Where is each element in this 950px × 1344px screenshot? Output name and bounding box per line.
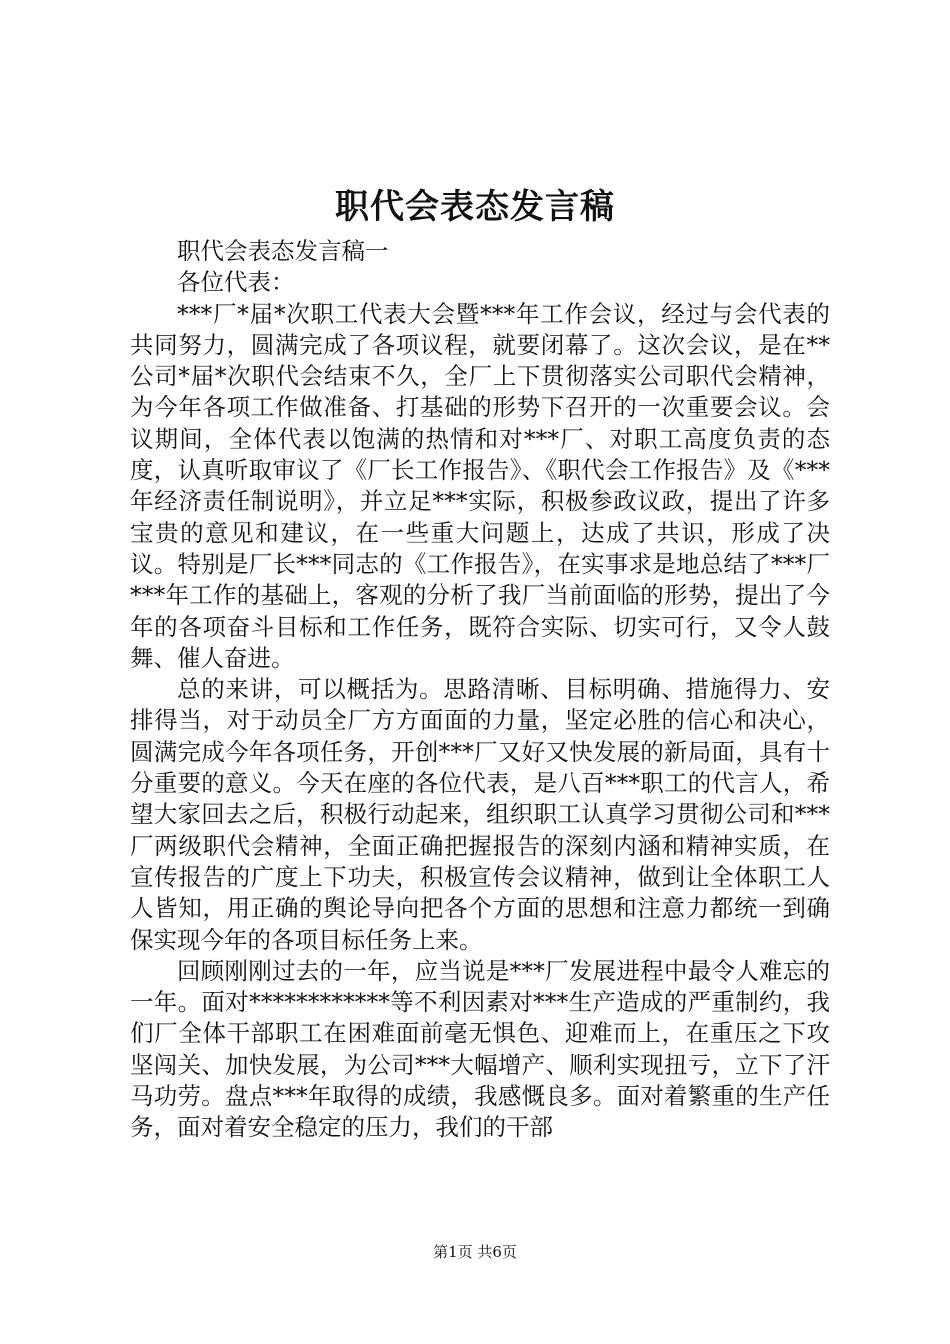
body-paragraph: 总的来讲，可以概括为。思路清晰、目标明确、措施得力、安排得当，对于动员全厂方方面面的力量，坚定必胜的信心和决心，圆满完成今年各项任务，开创***厂又好又快发展的新局面，具有十分重要的意义。今天在座的各位代表，是八百***职工的代言人，希望大家回去之后，积极行动起来，组织职工认真学习贯彻公司和***厂两级职代会精神，全面正确把握报告的深刻内涵和精神实质，在宣传报告的广度上下功夫，积极宣传会议精神，做到让全体职工人人皆知，用正确的舆论导向把各个方面的思想和注意力都统一到确保实现今年的各项目标任务上来。 [130, 675, 830, 954]
body-paragraph: 回顾刚刚过去的一年，应当说是***厂发展进程中最令人难忘的一年。面对************等不利因素对***生产造成的严重制约，我们厂全体干部职工在困难面前毫无惧色、迎难而上，在重压之下攻坚闯关、加快发展，为公司***大幅增产、顺利实现扭亏，立下了汗马功劳。盘点***年取得的成绩，我感慨良多。面对着繁重的生产任务，面对着安全稳定的压力，我们的干部 [130, 956, 830, 1142]
subtitle-paragraph: 职代会表态发言稿一 [177, 237, 389, 265]
salutation-paragraph: 各位代表： [177, 268, 295, 297]
page-number-footer: 第1页 共6页 [433, 1243, 517, 1261]
document-title: 职代会表态发言稿 [335, 187, 615, 227]
body-paragraph: ***厂*届*次职工代表大会暨***年工作会议，经过与会代表的共同努力，圆满完成了各项议程，就要闭幕了。这次会议，是在**公司*届*次职代会结束不久，全厂上下贯彻落实公司职代会精神，为今年各项工作做准备、打基础的形势下召开的一次重要会议。会议期间，全体代表以饱满的热情和对***厂、对职工高度负责的态度，认真听取审议了《厂长工作报告》、《职代会工作报告》及《***年经济责任制说明》，并立足***实际，积极参政议政，提出了许多宝贵的意见和建议，在一些重大问题上，达成了共识，形成了决议。特别是厂长***同志的《工作报告》，在实事求是地总结了***厂***年工作的基础上，客观的分析了我厂当前面临的形势，提出了今年的各项奋斗目标和工作任务，既符合实际、切实可行，又令人鼓舞、催人奋进。 [130, 299, 830, 672]
document-body [130, 236, 830, 1144]
